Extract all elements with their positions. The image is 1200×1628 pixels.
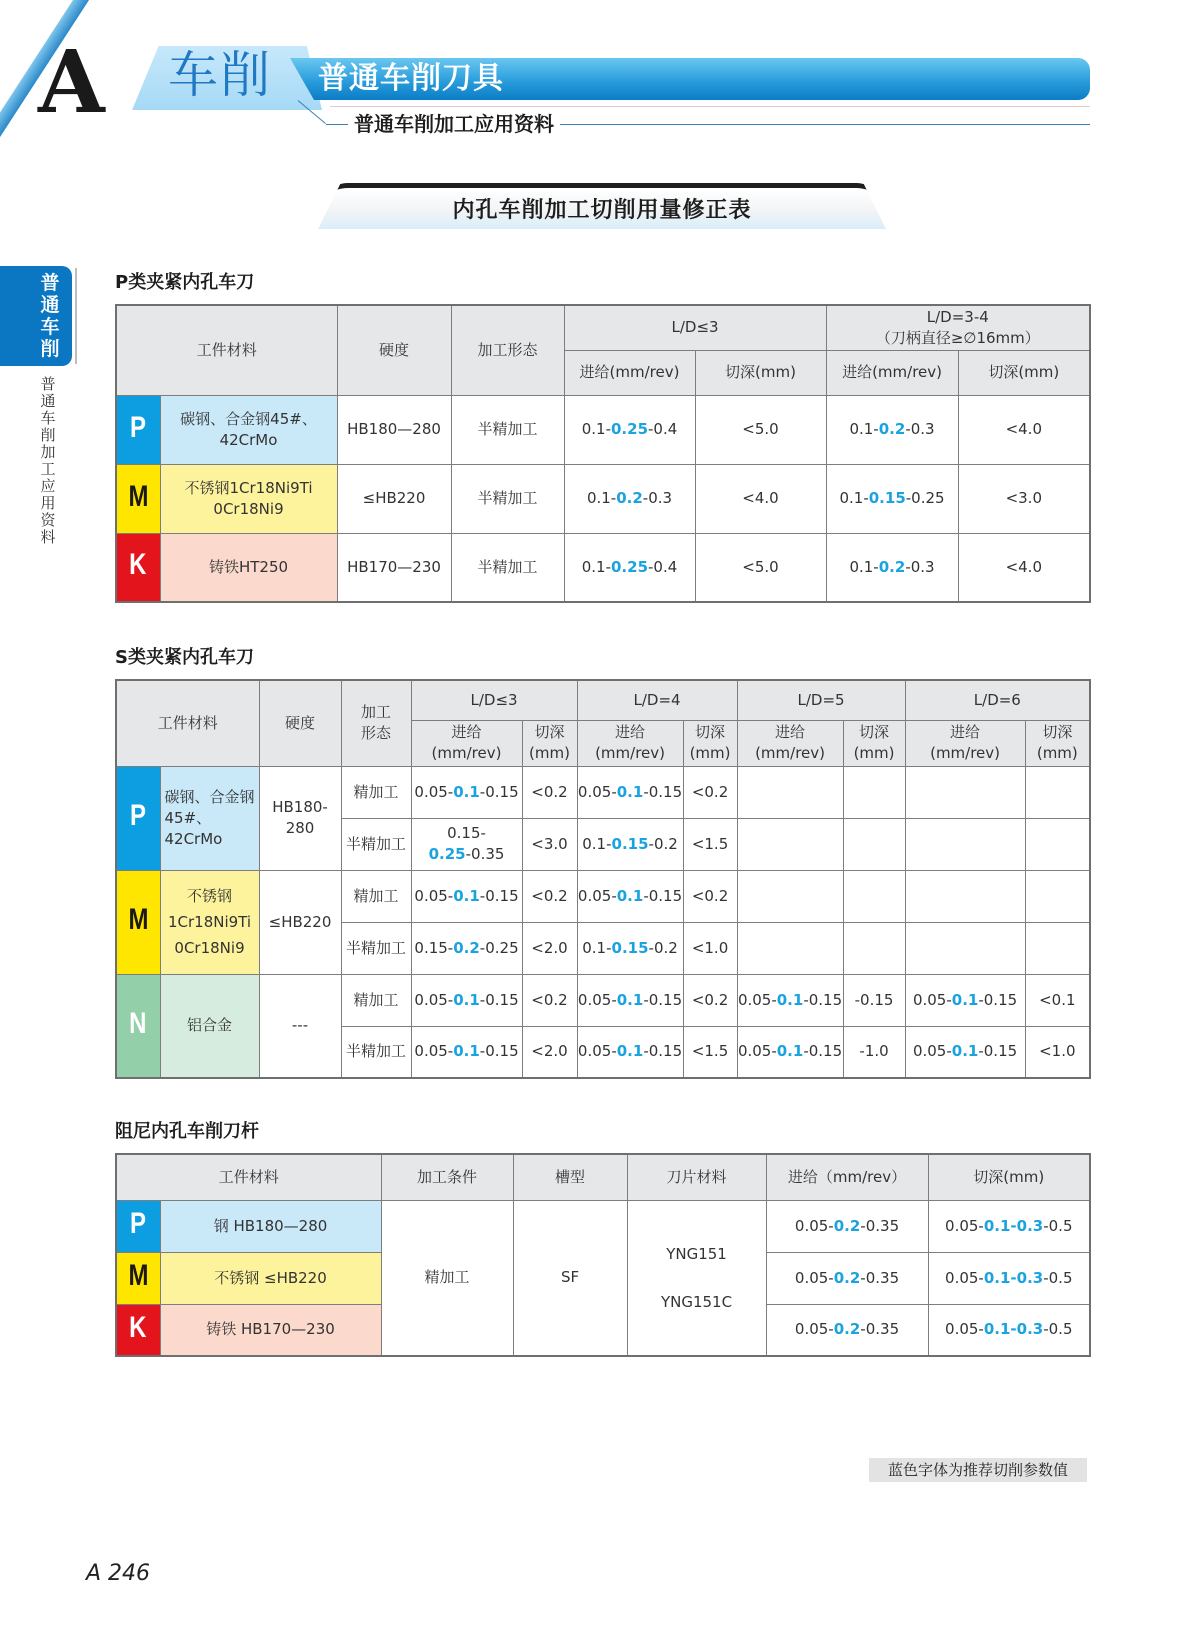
depth-cell: -1.0 xyxy=(843,1026,905,1078)
depth-cell xyxy=(1025,766,1090,818)
table-p-heading: P类夹紧内孔车刀 xyxy=(115,272,255,293)
depth-cell: <3.0 xyxy=(522,818,577,870)
feed-cell: 0.1-0.2-0.3 xyxy=(826,533,958,602)
iso-badge-p: P xyxy=(116,1200,160,1252)
feed-cell: 0.05-0.1-0.15 xyxy=(411,974,522,1026)
depth-cell: <4.0 xyxy=(695,464,826,533)
table-row xyxy=(116,464,1090,533)
table-damp-heading: 阻尼内孔车削刀杆 xyxy=(115,1121,259,1142)
col-header-feed: 进给 (mm/rev) xyxy=(905,720,1025,766)
page-title-tab xyxy=(318,183,886,229)
depth-cell: <5.0 xyxy=(695,395,826,464)
col-header-depth: 切深 (mm) xyxy=(683,720,737,766)
feed-cell: 0.05-0.1-0.15 xyxy=(577,1026,683,1078)
col-group-ld4: L/D=4 xyxy=(577,680,737,720)
material-cell: 铸铁 HB170—230 xyxy=(160,1304,381,1356)
table-row xyxy=(116,395,1090,464)
feed-cell: 0.1-0.15-0.25 xyxy=(826,464,958,533)
material-cell: 碳钢、合金钢45#、 42CrMo xyxy=(160,395,337,464)
material-cell: 不锈钢 1Cr18Ni9Ti 0Cr18Ni9 xyxy=(160,870,259,974)
depth-cell: -0.15 xyxy=(843,974,905,1026)
depth-cell xyxy=(843,766,905,818)
chapter-subtitle: 普通车削加工应用资料 xyxy=(348,112,560,136)
iso-badge-m: M xyxy=(116,464,160,533)
feed-cell: 0.05-0.1-0.15 xyxy=(737,974,843,1026)
feed-cell: 0.1-0.25-0.4 xyxy=(564,395,695,464)
col-header-hardness: 硬度 xyxy=(259,680,341,766)
col-header-hardness: 硬度 xyxy=(337,305,451,395)
col-header-depth: 切深(mm) xyxy=(695,350,826,395)
feed-cell: 0.05-0.1-0.15 xyxy=(905,974,1025,1026)
table-s-heading: S类夹紧内孔车刀 xyxy=(115,647,254,668)
table-s xyxy=(115,679,1091,1079)
table-row xyxy=(116,766,1090,818)
feed-cell xyxy=(737,766,843,818)
feed-cell xyxy=(905,870,1025,922)
feed-cell: 0.15-0.25-0.35 xyxy=(411,818,522,870)
feed-cell xyxy=(737,922,843,974)
depth-cell: <0.2 xyxy=(522,870,577,922)
iso-badge-p: P xyxy=(116,766,160,870)
side-tab-label: 普 通 车 削 xyxy=(40,272,60,360)
feed-cell: 0.1-0.15-0.2 xyxy=(577,922,683,974)
feed-cell: 0.05-0.1-0.15 xyxy=(905,1026,1025,1078)
hardness-cell: HB180-280 xyxy=(259,766,341,870)
depth-cell xyxy=(843,922,905,974)
depth-cell: <1.5 xyxy=(683,818,737,870)
mode-cell: 精加工 xyxy=(341,974,411,1026)
iso-badge-m: M xyxy=(116,1252,160,1304)
col-header-depth: 切深 (mm) xyxy=(522,720,577,766)
col-header-material: 工件材料 xyxy=(116,1154,381,1200)
depth-cell: <3.0 xyxy=(958,464,1090,533)
iso-badge-k: K xyxy=(116,1304,160,1356)
feed-cell: 0.1-0.2-0.3 xyxy=(564,464,695,533)
col-header-depth: 切深(mm) xyxy=(928,1154,1090,1200)
col-group-ld34: L/D=3-4 （刀柄直径≥∅16mm） xyxy=(826,305,1090,350)
material-cell: 不锈钢 ≤HB220 xyxy=(160,1252,381,1304)
feed-cell: 0.1-0.2-0.3 xyxy=(826,395,958,464)
col-header-feed: 进给（mm/rev） xyxy=(766,1154,928,1200)
col-group-ld6: L/D=6 xyxy=(905,680,1090,720)
page-title: 内孔车削加工切削用量修正表 xyxy=(452,198,752,223)
col-group-ld3: L/D≤3 xyxy=(411,680,577,720)
depth-cell: <1.0 xyxy=(683,922,737,974)
section-letter: A xyxy=(38,32,105,133)
iso-badge-m: M xyxy=(116,870,160,974)
feed-cell xyxy=(737,870,843,922)
feed-cell: 0.05-0.1-0.15 xyxy=(737,1026,843,1078)
mode-cell: 半精加工 xyxy=(341,1026,411,1078)
depth-cell: <5.0 xyxy=(695,533,826,602)
depth-cell xyxy=(843,818,905,870)
col-header-condition: 加工条件 xyxy=(381,1154,513,1200)
side-tab-sublabel: 普 通 车 削 加 工 应 用 资 料 xyxy=(40,375,56,546)
table-row xyxy=(116,870,1090,922)
col-header-feed: 进给 (mm/rev) xyxy=(737,720,843,766)
depth-cell: <0.2 xyxy=(683,974,737,1026)
depth-cell: <0.1 xyxy=(1025,974,1090,1026)
groove-cell: SF xyxy=(513,1200,627,1356)
col-header-material: 工件材料 xyxy=(116,305,337,395)
hardness-cell: ≤HB220 xyxy=(337,464,451,533)
table-row xyxy=(116,533,1090,602)
depth-cell: <2.0 xyxy=(522,922,577,974)
material-cell: 铸铁HT250 xyxy=(160,533,337,602)
iso-badge-k: K xyxy=(116,533,160,602)
feed-cell xyxy=(905,766,1025,818)
col-header-depth: 切深 (mm) xyxy=(843,720,905,766)
legend-note: 蓝色字体为推荐切削参数值 xyxy=(869,1458,1087,1482)
mode-cell: 半精加工 xyxy=(451,395,564,464)
iso-badge-p: P xyxy=(116,395,160,464)
feed-cell: 0.15-0.2-0.25 xyxy=(411,922,522,974)
depth-cell: 0.05-0.1-0.3-0.5 xyxy=(928,1252,1090,1304)
depth-cell: <4.0 xyxy=(958,395,1090,464)
page-number: A 246 xyxy=(86,1561,151,1586)
depth-cell: <1.5 xyxy=(683,1026,737,1078)
feed-cell: 0.1-0.25-0.4 xyxy=(564,533,695,602)
depth-cell xyxy=(1025,818,1090,870)
mode-cell: 精加工 xyxy=(341,766,411,818)
table-row xyxy=(116,1200,1090,1252)
material-cell: 碳钢、合金钢 45#、42CrMo xyxy=(160,766,259,870)
feed-cell xyxy=(737,818,843,870)
table-p xyxy=(115,304,1091,603)
depth-cell xyxy=(1025,922,1090,974)
col-group-ld3: L/D≤3 xyxy=(564,305,826,350)
depth-cell: <4.0 xyxy=(958,533,1090,602)
depth-cell: 0.05-0.1-0.3-0.5 xyxy=(928,1200,1090,1252)
col-header-feed: 进给 (mm/rev) xyxy=(577,720,683,766)
mode-cell: 精加工 xyxy=(341,870,411,922)
feed-cell: 0.05-0.2-0.35 xyxy=(766,1252,928,1304)
material-cell: 不锈钢1Cr18Ni9Ti 0Cr18Ni9 xyxy=(160,464,337,533)
feed-cell: 0.05-0.1-0.15 xyxy=(577,766,683,818)
feed-cell: 0.05-0.1-0.15 xyxy=(411,870,522,922)
col-header-groove: 槽型 xyxy=(513,1154,627,1200)
col-header-mode: 加工形态 xyxy=(451,305,564,395)
feed-cell: 0.1-0.15-0.2 xyxy=(577,818,683,870)
hardness-cell: HB180—280 xyxy=(337,395,451,464)
col-header-insert: 刀片材料 xyxy=(627,1154,766,1200)
depth-cell: <0.2 xyxy=(683,766,737,818)
category-label: 车削 xyxy=(168,46,272,104)
mode-cell: 半精加工 xyxy=(451,464,564,533)
material-cell: 钢 HB180—280 xyxy=(160,1200,381,1252)
depth-cell: <0.2 xyxy=(522,766,577,818)
col-header-depth: 切深 (mm) xyxy=(1025,720,1090,766)
feed-cell: 0.05-0.2-0.35 xyxy=(766,1200,928,1252)
col-header-feed: 进给 (mm/rev) xyxy=(411,720,522,766)
iso-badge-n: N xyxy=(116,974,160,1078)
depth-cell xyxy=(1025,870,1090,922)
divider xyxy=(75,268,77,364)
insert-cell: YNG151 YNG151C xyxy=(627,1200,766,1356)
hardness-cell: ≤HB220 xyxy=(259,870,341,974)
depth-cell: <0.2 xyxy=(522,974,577,1026)
col-header-mode: 加工 形态 xyxy=(341,680,411,766)
divider xyxy=(330,106,1090,107)
depth-cell: 0.05-0.1-0.3-0.5 xyxy=(928,1304,1090,1356)
condition-cell: 精加工 xyxy=(381,1200,513,1356)
feed-cell: 0.05-0.1-0.15 xyxy=(411,766,522,818)
feed-cell: 0.05-0.2-0.35 xyxy=(766,1304,928,1356)
col-header-depth: 切深(mm) xyxy=(958,350,1090,395)
depth-cell: <1.0 xyxy=(1025,1026,1090,1078)
table-row xyxy=(116,974,1090,1026)
mode-cell: 半精加工 xyxy=(451,533,564,602)
col-header-feed: 进给(mm/rev) xyxy=(564,350,695,395)
feed-cell xyxy=(905,818,1025,870)
feed-cell: 0.05-0.1-0.15 xyxy=(577,974,683,1026)
feed-cell: 0.05-0.1-0.15 xyxy=(577,870,683,922)
depth-cell xyxy=(843,870,905,922)
mode-cell: 半精加工 xyxy=(341,922,411,974)
chapter-title: 普通车削刀具 xyxy=(318,61,504,96)
material-cell: 铝合金 xyxy=(160,974,259,1078)
hardness-cell: --- xyxy=(259,974,341,1078)
col-group-ld5: L/D=5 xyxy=(737,680,905,720)
depth-cell: <0.2 xyxy=(683,870,737,922)
feed-cell xyxy=(905,922,1025,974)
feed-cell: 0.05-0.1-0.15 xyxy=(411,1026,522,1078)
col-header-feed: 进给(mm/rev) xyxy=(826,350,958,395)
depth-cell: <2.0 xyxy=(522,1026,577,1078)
table-damp xyxy=(115,1153,1091,1357)
mode-cell: 半精加工 xyxy=(341,818,411,870)
col-header-material: 工件材料 xyxy=(116,680,259,766)
hardness-cell: HB170—230 xyxy=(337,533,451,602)
